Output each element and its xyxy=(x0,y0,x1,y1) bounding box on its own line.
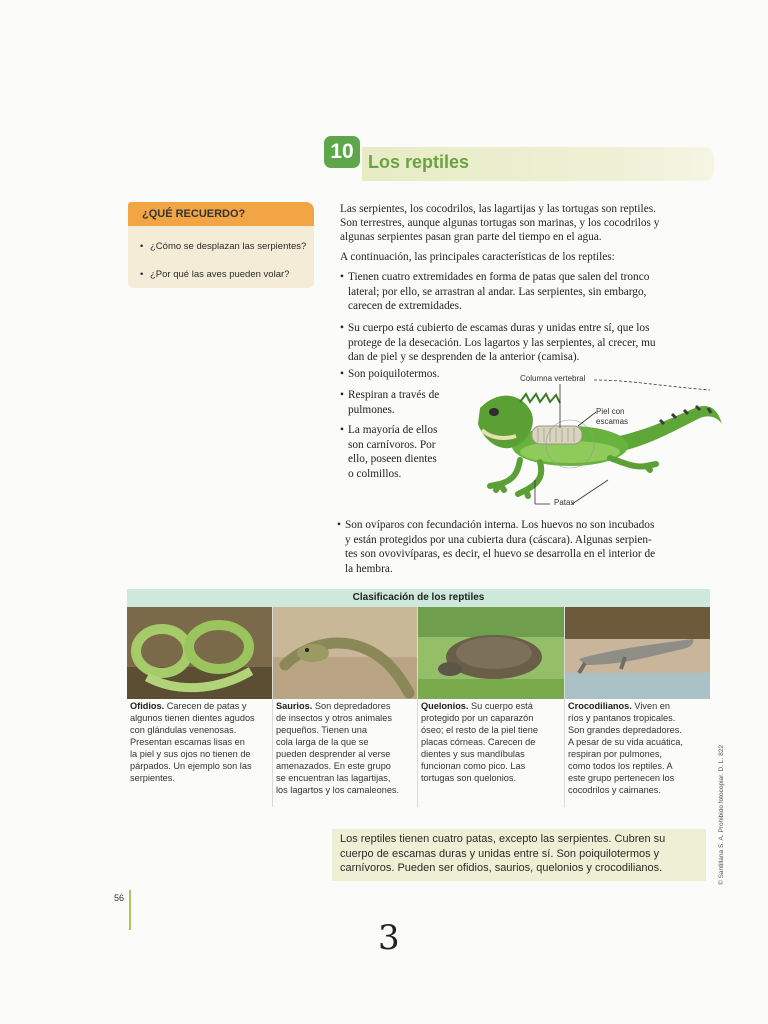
lizard-leg xyxy=(610,458,656,470)
lizard-figure xyxy=(460,368,730,514)
recall-question: • ¿Por qué las aves pueden volar? xyxy=(140,269,290,280)
crocodile-photo xyxy=(565,607,710,699)
recall-body xyxy=(128,226,314,288)
lizard-leg xyxy=(490,460,520,490)
lizard-leg xyxy=(518,462,541,496)
summary-box: Los reptiles tienen cuatro patas, excepto las serpientes. Cubren su cuerpo de escamas duras y unidas entre sí. Son poiquilotermos y carnívoros. Pueden ser ofidios, saurios, quelonios y crocodilianos. xyxy=(332,829,706,881)
bullet-item: • Su cuerpo está cubierto de escamas duras y unidas entre sí, que los protege de la desecación. Los lagartos y las serpientes, al crecer, mu dan de piel y se desprenden de la anterior (camisa). xyxy=(340,322,656,363)
classification-cell-saurios: Saurios. Son depredadores de insectos y otros animales pequeños. Tienen una cola larga de la que se pueden desprender al verse amenazados. En este grupo se encuentran las lagartijas, los lagartos y los camaleones. xyxy=(276,701,400,795)
recall-heading: ¿QUÉ RECUERDO? xyxy=(128,202,314,226)
label-spine: Columna vertebral xyxy=(520,374,586,383)
section-title: Los reptiles xyxy=(368,152,470,172)
tortoise-photo xyxy=(418,607,564,699)
bullet-item: • Respiran a través de pulmones. xyxy=(340,389,440,416)
handwritten-mark: 3 xyxy=(378,918,400,958)
bullet-item: • La mayoría de ellos son carnívoros. Por ello, poseen dientes o colmillos. xyxy=(340,424,438,480)
classification-cell-crocodilianos: Crocodilianos. Viven en ríos y pantanos tropicales. Son grandes depredadores. A pesar de su vida acuática, respiran por pulmones, como todos los reptiles. A este grupo pertenecen los cocodrilos y caimanes. xyxy=(568,701,683,795)
lizard-photo xyxy=(273,607,417,699)
section-number-badge: 10 xyxy=(324,136,360,168)
page-number-bar xyxy=(129,890,131,930)
classification-heading: Clasificación de los reptiles xyxy=(127,589,710,607)
classification-cell-quelonios: Quelonios. Su cuerpo está protegido por un caparazón óseo; el resto de la piel tiene placas córneas. Carecen de dientes y sus mandíbulas funcionan como pico. Las tortugas son quelonios. xyxy=(421,701,538,783)
label-skin: Piel con escamas xyxy=(596,407,629,426)
bullet-item: • Son ovíparos con fecundación interna. Los huevos no son incubados y están protegidos por una cubierta dura (cáscara). Algunas serpien- tes son ovovivíparas, es decir, el huevo se desarrolla en el interior de la hembra. xyxy=(337,519,656,575)
intro-line: Las serpientes, los cocodrilos, las lagartijas y las tortugas son reptiles. xyxy=(340,203,656,215)
snake-photo xyxy=(127,607,272,699)
recall-question: • ¿Cómo se desplazan las serpientes? xyxy=(140,241,307,252)
label-legs: Patas xyxy=(554,498,575,507)
bullet-item: • Son poiquilotermos. xyxy=(340,368,440,380)
intro-line: Son terrestres, aunque algunas tortugas son marinas, y los cocodrilos y xyxy=(340,217,660,229)
copyright-notice: © Santillana S. A. Prohibido fotocopiar. D. L. 822 xyxy=(718,745,725,885)
recall-box xyxy=(128,202,314,288)
lead-text: A continuación, las principales características de los reptiles: xyxy=(340,251,615,263)
classification-cell-ofidios: Ofidios. Carecen de patas y algunos tienen dientes agudos con glándulas venenosas. Presentan escamas lisas en la piel y sus ojos no tienen de párpados. Un ejemplo son las serpientes. xyxy=(130,701,255,783)
page-number: 56 xyxy=(114,893,125,903)
bullet-item: • Tienen cuatro extremidades en forma de patas que salen del tronco lateral; por ello, se arrastran al andar. Las serpientes, sin embargo, carecen de extremidades. xyxy=(340,271,650,312)
intro-line: algunas serpientes pasan gran parte del tiempo en el agua. xyxy=(340,231,602,243)
